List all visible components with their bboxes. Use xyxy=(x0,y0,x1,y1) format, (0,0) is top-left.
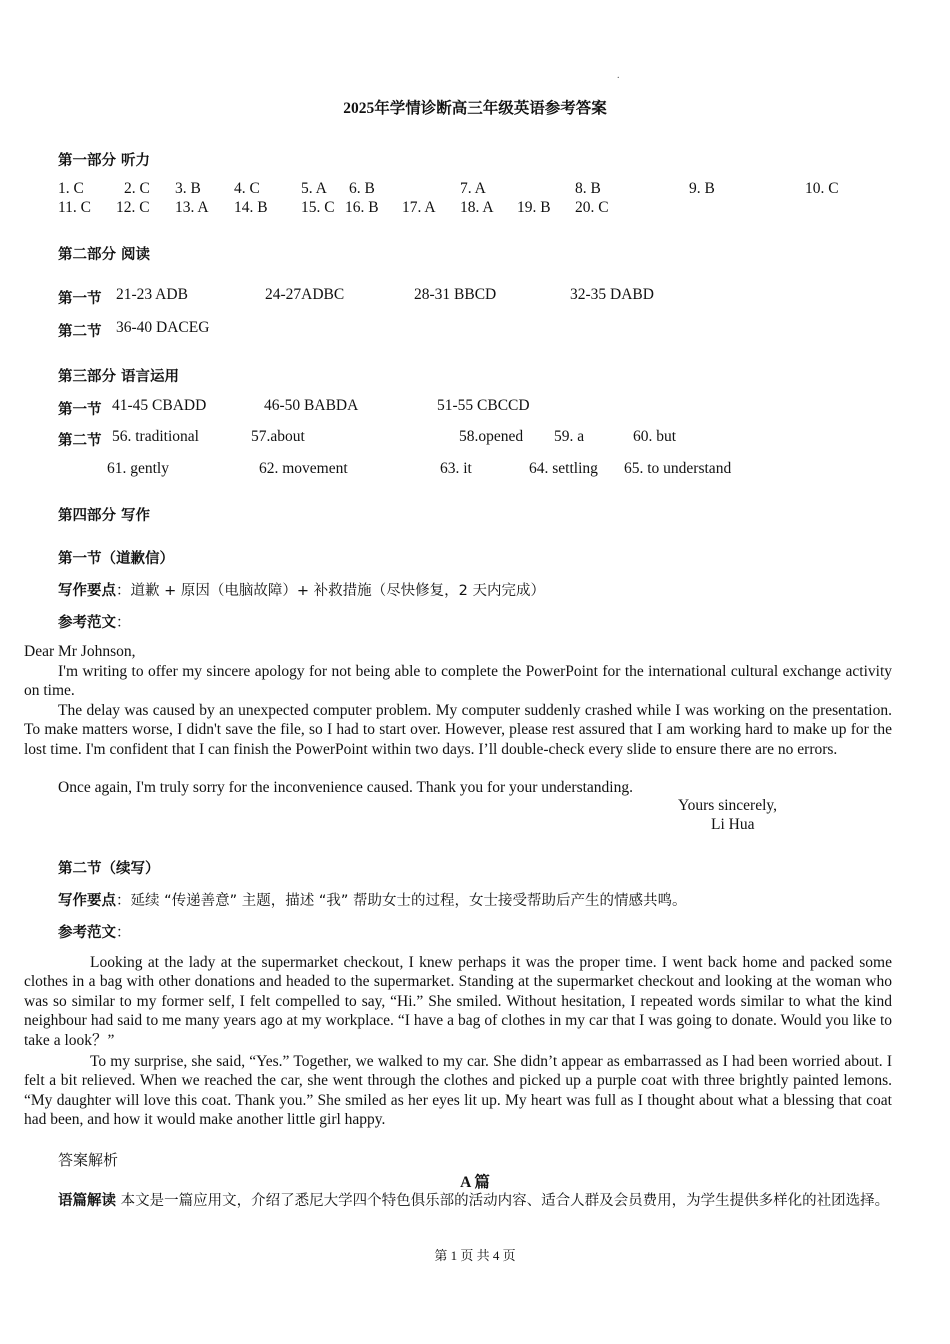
answer-group: 24-27ADBC xyxy=(265,286,345,303)
sample-label-row xyxy=(58,921,131,942)
answer-item: 8. B xyxy=(575,180,601,197)
answer-item: 4. C xyxy=(234,180,260,197)
answer-item: 57.about xyxy=(251,428,305,445)
part1-heading: 第一部分 听力 xyxy=(58,153,151,169)
answer-item: 7. A xyxy=(460,180,486,197)
part2-heading: 第二部分 阅读 xyxy=(58,247,151,263)
analysis-paragraph xyxy=(58,1191,892,1211)
letter-closing: Yours sincerely, xyxy=(678,797,778,814)
answer-group: 41-45 CBADD xyxy=(112,397,207,414)
part3-heading: 第三部分 语言运用 xyxy=(58,369,180,385)
letter-salutation: Dear Mr Johnson, xyxy=(24,643,136,660)
answer-item: 61. gently xyxy=(107,460,169,477)
part4-heading: 第四部分 写作 xyxy=(58,508,151,524)
answer-item: 1. C xyxy=(58,180,84,197)
section-label: 第一节 xyxy=(58,402,102,418)
header-dot: . xyxy=(617,70,620,81)
answer-item: 9. B xyxy=(689,180,715,197)
letter-paragraph: The delay was caused by an unexpected computer problem. My computer suddenly crashed while I was working on the presentation. To make matters worse, I didn't save the file, so I had to start over. However, please rest assured that I am working hard to make up for the lost time. I'm confident that I can finish the PowerPoint within two days. I’ll double-check every slide to ensure there are no errors. xyxy=(24,702,892,758)
sample-label: 参考范文 xyxy=(58,615,116,631)
answer-item: 17. A xyxy=(402,199,436,216)
answer-item: 15. C xyxy=(301,199,335,216)
writing-section2-heading: 第二节（续写） xyxy=(58,861,160,877)
answer-item: 6. B xyxy=(349,180,375,197)
answer-item: 58.opened xyxy=(459,428,524,445)
points-text: ：延续 “传递善意” 主题，描述 “我” 帮助女士的过程，女士接受帮助后产生的情感共鸣。 xyxy=(116,893,687,909)
answer-item: 65. to understand xyxy=(624,460,732,477)
answer-group: 46-50 BABDA xyxy=(264,397,359,414)
continuation-paragraph: To my surprise, she said, “Yes.” Together, we walked to my car. She didn’t appear as embarrassed as I had been worried about. I felt a bit relieved. When we reached the car, she went through the clothes and picked up a purple coat with three brightly painted lemons. “My daughter will love this coat. Thank you.” She smiled as her eyes lit up. My heart was full as I thought about what a blessing that coat had been, and how it would make another little girl happy. xyxy=(24,1053,892,1129)
sample-label-row xyxy=(58,611,131,632)
writing-section1-heading: 第一节（道歉信） xyxy=(58,551,174,567)
answer-item: 11. C xyxy=(58,199,92,216)
letter-signature: Li Hua xyxy=(711,816,755,833)
answer-item: 10. C xyxy=(805,180,839,197)
letter-paragraph: I'm writing to offer my sincere apology for not being able to complete the PowerPoint for the international cultural exchange activity on time. xyxy=(24,663,892,700)
answer-item: 12. C xyxy=(116,199,150,216)
answer-group: 36-40 DACEG xyxy=(116,319,210,336)
answer-item: 62. movement xyxy=(259,460,348,477)
answer-group: 28-31 BBCD xyxy=(414,286,497,303)
answer-item: 60. but xyxy=(633,428,677,445)
answer-item: 64. settling xyxy=(529,460,598,477)
answer-item: 19. B xyxy=(517,199,551,216)
answer-item: 59. a xyxy=(554,428,585,445)
answer-item: 63. it xyxy=(440,460,472,477)
sample-label: 参考范文 xyxy=(58,925,116,941)
letter-paragraph: Once again, I'm truly sorry for the inconvenience caused. Thank you for your understanding. xyxy=(58,779,633,796)
analysis-heading: 答案解析 xyxy=(58,1151,119,1169)
answer-item: 56. traditional xyxy=(112,428,199,445)
answer-group: 32-35 DABD xyxy=(570,286,654,303)
answer-item: 16. B xyxy=(345,199,379,216)
answer-item: 20. C xyxy=(575,199,609,216)
answer-item: 14. B xyxy=(234,199,268,216)
page-footer: 第 1 页 共 4 页 xyxy=(434,1248,516,1263)
sample-colon: ： xyxy=(116,615,131,631)
analysis-section-title: A 篇 xyxy=(460,1174,490,1191)
writing-points xyxy=(58,889,686,910)
writing-points xyxy=(58,579,545,600)
answer-item: 13. A xyxy=(175,199,209,216)
analysis-text: 本文是一篇应用文，介绍了悉尼大学四个特色俱乐部的活动内容、适合人群及会员费用，为学生提供多样化的社团选择。 xyxy=(116,1193,890,1209)
continuation-paragraph: Looking at the lady at the supermarket checkout, I knew perhaps it was the proper time. I went back home and packed some clothes in a bag with other donations and headed to the supermarket. Standing at the supermarket checkout and looking at the woman who was so similar to my former self, I felt compelled to say, “Hi.” She smiled. Without hesitation, I repeated words similar to what the kind neighbour had said to me many years ago at my workplace. “I have a bag of clothes in my car that I was going to donate. Would you like to take a look？” xyxy=(24,954,892,1049)
answer-item: 5. A xyxy=(301,180,327,197)
answer-item: 2. C xyxy=(124,180,150,197)
section-label: 第一节 xyxy=(58,291,102,307)
answer-group: 51-55 CBCCD xyxy=(437,397,530,414)
points-label: 写作要点 xyxy=(58,583,116,599)
points-label: 写作要点 xyxy=(58,893,116,909)
answer-group: 21-23 ADB xyxy=(116,286,188,303)
section-label: 第二节 xyxy=(58,433,102,449)
points-text: ：道歉 + 原因（电脑故障）+ 补救措施（尽快修复，2 天内完成） xyxy=(116,583,545,599)
answer-item: 3. B xyxy=(175,180,201,197)
page-title: 2025年学情诊断高三年级英语参考答案 xyxy=(343,100,607,117)
sample-colon: ： xyxy=(116,925,131,941)
section-label: 第二节 xyxy=(58,324,102,340)
answer-item: 18. A xyxy=(460,199,494,216)
analysis-label: 语篇解读 xyxy=(58,1193,116,1209)
